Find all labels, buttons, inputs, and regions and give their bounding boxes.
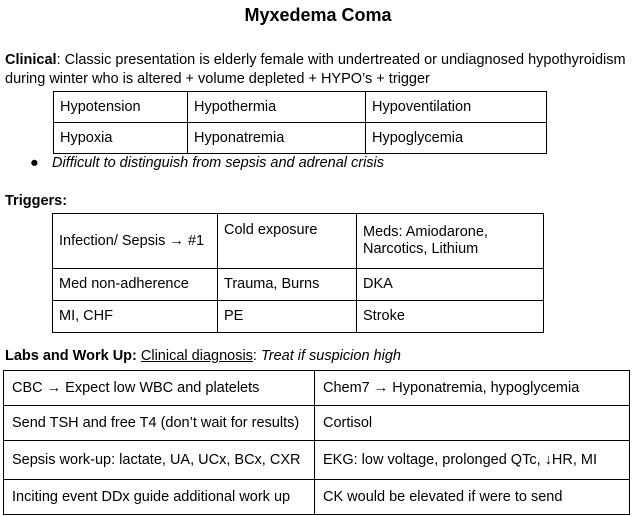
labs-heading-line: [5, 348, 401, 364]
table-cell: Hypoglycemia: [366, 123, 547, 154]
table-cell: PE: [218, 301, 357, 333]
page-title: Myxedema Coma: [244, 5, 392, 25]
table-cell: Hypoventilation: [366, 92, 547, 123]
table-row: [53, 269, 544, 301]
table-cell: MI, CHF: [53, 301, 218, 333]
table-row: [4, 371, 630, 406]
table-row: [4, 480, 630, 515]
clinical-paragraph: [5, 51, 635, 89]
table-cell: CK would be elevated if were to send: [315, 480, 630, 515]
table-cell: Trauma, Burns: [218, 269, 357, 301]
table-cell: Cold exposure: [218, 214, 357, 269]
table-cell: Med non-adherence: [53, 269, 218, 301]
table-cell: Cortisol: [315, 406, 630, 441]
table-row: [4, 406, 630, 441]
table-cell: Infection/ Sepsis → #1: [53, 214, 218, 269]
table-row: [53, 214, 544, 269]
table-row: [53, 301, 544, 333]
triggers-table: [52, 213, 544, 333]
table-cell: Hyponatremia: [188, 123, 366, 154]
table-cell: Hypotension: [54, 92, 188, 123]
table-cell: CBC → Expect low WBC and platelets: [4, 371, 315, 406]
hypo-table: [53, 91, 547, 154]
table-row: [4, 441, 630, 480]
clinical-heading: Clinical: [5, 52, 57, 68]
table-cell: Stroke: [357, 301, 544, 333]
table-row: [54, 92, 547, 123]
table-cell: DKA: [357, 269, 544, 301]
table-cell: Meds: Amiodarone, Narcotics, Lithium: [357, 214, 544, 269]
table-cell: EKG: low voltage, prolonged QTc, ↓HR, MI: [315, 441, 630, 480]
clinical-text: : Classic presentation is elderly female with undertreated or undiagnosed hypothyroidism during winter who is altered + volume depleted + HYPO’s + trigger: [5, 52, 626, 87]
table-row: [54, 123, 547, 154]
labs-subheading: Clinical diagnosis: [140, 348, 253, 364]
labs-table: [3, 370, 630, 515]
table-cell: Chem7 → Hyponatremia, hypoglycemia: [315, 371, 630, 406]
table-cell: Sepsis work-up: lactate, UA, UCx, BCx, CXR: [4, 441, 315, 480]
table-cell: Inciting event DDx guide additional work up: [4, 480, 315, 515]
bullet-text: Difficult to distinguish from sepsis and adrenal crisis: [52, 155, 385, 171]
table-cell: Hypoxia: [54, 123, 188, 154]
labs-subheading-separator: :: [252, 348, 257, 364]
labs-heading: Labs and Work Up:: [5, 348, 137, 364]
triggers-heading: Triggers:: [5, 193, 68, 209]
table-cell: Send TSH and free T4 (don’t wait for results): [4, 406, 315, 441]
table-cell: Hypothermia: [188, 92, 366, 123]
bullet-dot-icon: ●: [30, 155, 39, 171]
labs-note: Treat if suspicion high: [260, 348, 401, 364]
